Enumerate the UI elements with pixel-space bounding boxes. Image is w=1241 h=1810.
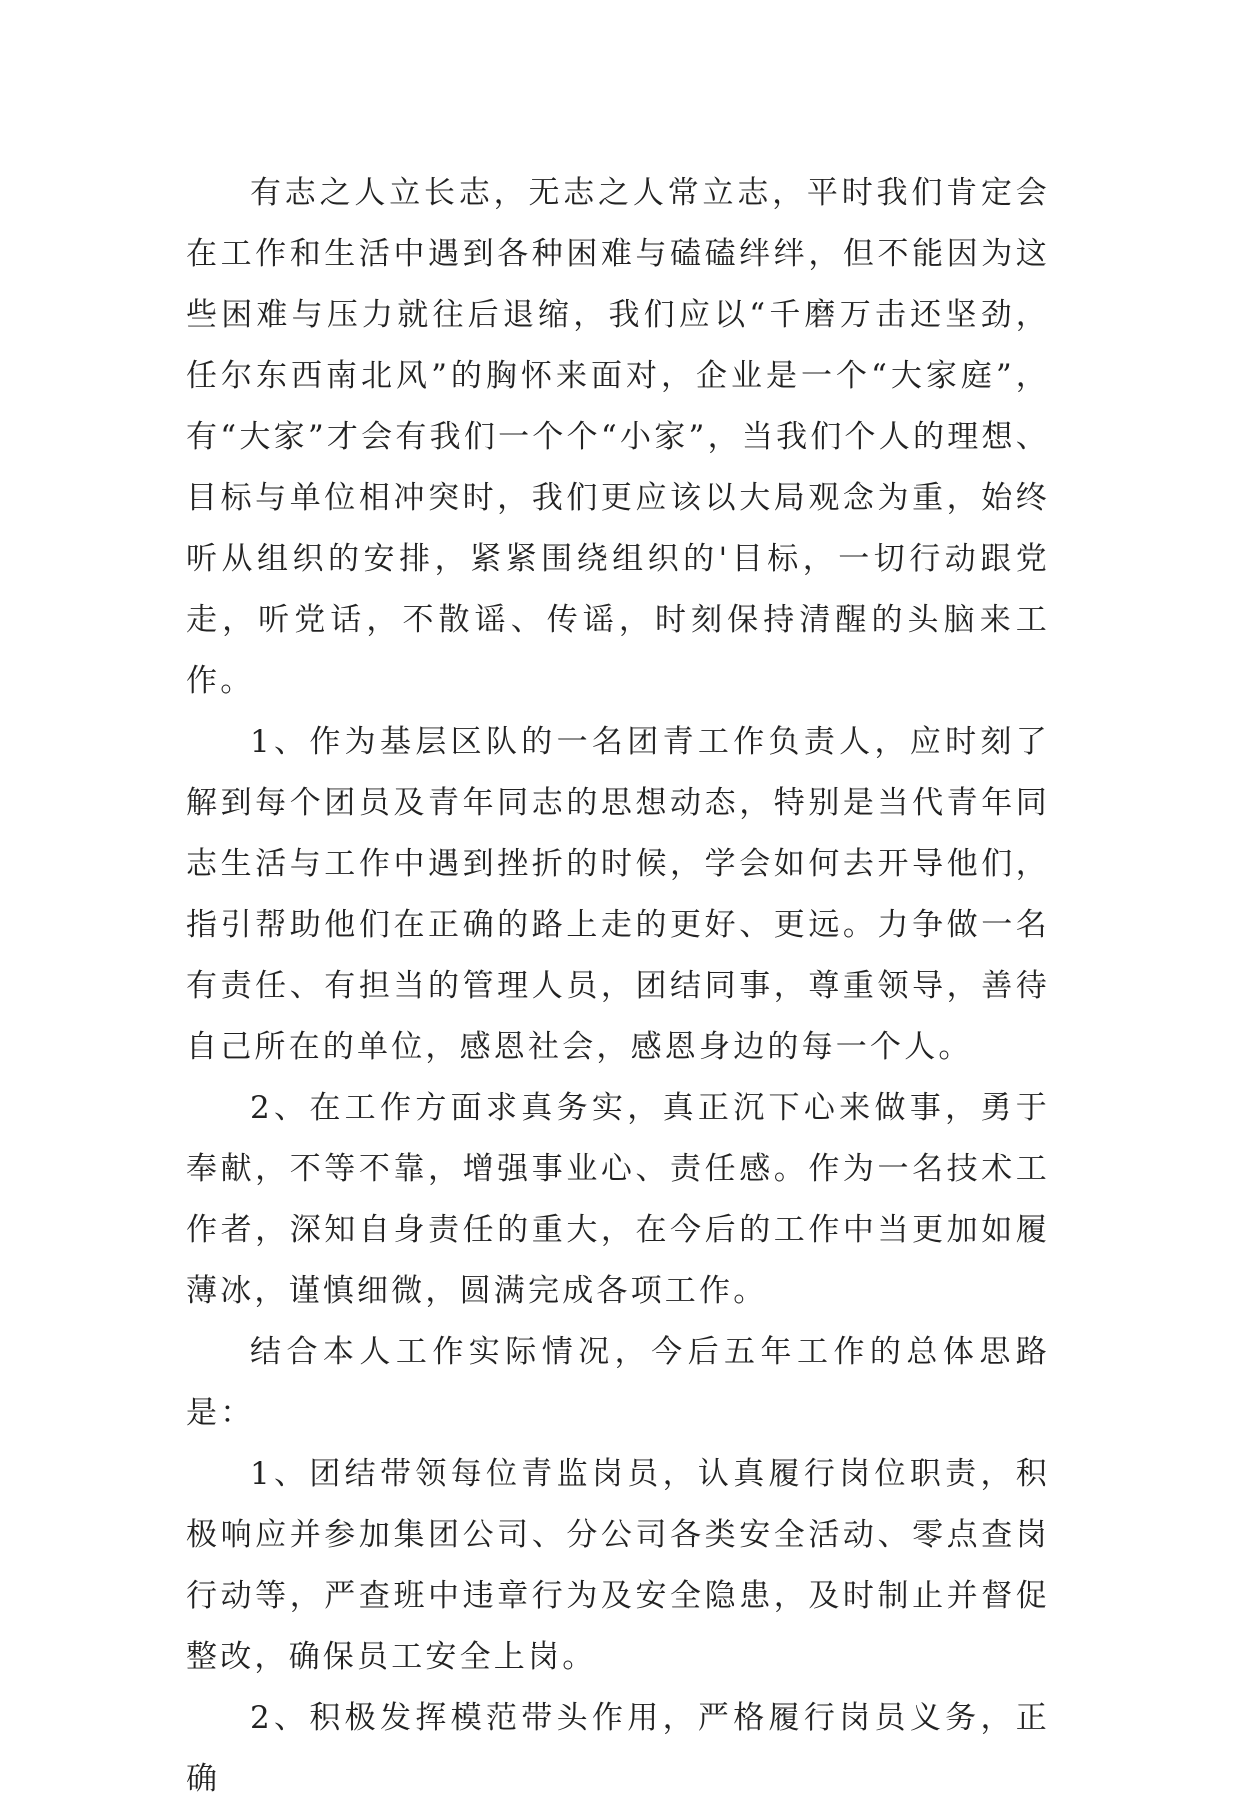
document-page [186,163,1050,1810]
paragraph-plan-item-2: 2、积极发挥模范带头作用，严格履行岗员义务，正确 [186,1700,1050,1797]
paragraph-five-year-plan-intro: 结合本人工作实际情况，今后五年工作的总体思路是： [186,1334,1050,1431]
paragraph-ambition: 有志之人立长志，无志之人常立志，平时我们肯定会在工作和生活中遇到各种困难与磕磕绊绊，但不能因为这些困难与压力就往后退缩，我们应以“千磨万击还坚劲，任尔东西南北风”的胸怀来面对，企业是一个“大家庭”，有“大家”才会有我们一个个“小家”，当我们个人的理想、目标与单位相冲突时，我们更应该以大局观念为重，始终听从组织的安排，紧紧围绕组织的'目标，一切行动跟党走，听党话，不散谣、传谣，时刻保持清醒的头脑来工作。 [186,175,1050,699]
paragraph-plan-item-1: 1、团结带领每位青监岗员，认真履行岗位职责，积极响应并参加集团公司、分公司各类安全活动、零点查岗行动等，严查班中违章行为及安全隐患，及时制止并督促整改，确保员工安全上岗。 [186,1456,1050,1675]
paragraph-point-1-youth-work: 1、作为基层区队的一名团青工作负责人，应时刻了解到每个团员及青年同志的思想动态，特别是当代青年同志生活与工作中遇到挫折的时候，学会如何去开导他们，指引帮助他们在正确的路上走的更好、更远。力争做一名有责任、有担当的管理人员，团结同事，尊重领导，善待自己所在的单位，感恩社会，感恩身边的每一个人。 [186,724,1050,1065]
paragraph-point-2-work-attitude: 2、在工作方面求真务实，真正沉下心来做事，勇于奉献，不等不靠，增强事业心、责任感。作为一名技术工作者，深知自身责任的重大，在今后的工作中当更加如履薄冰，谨慎细微，圆满完成各项工作。 [186,1090,1050,1309]
